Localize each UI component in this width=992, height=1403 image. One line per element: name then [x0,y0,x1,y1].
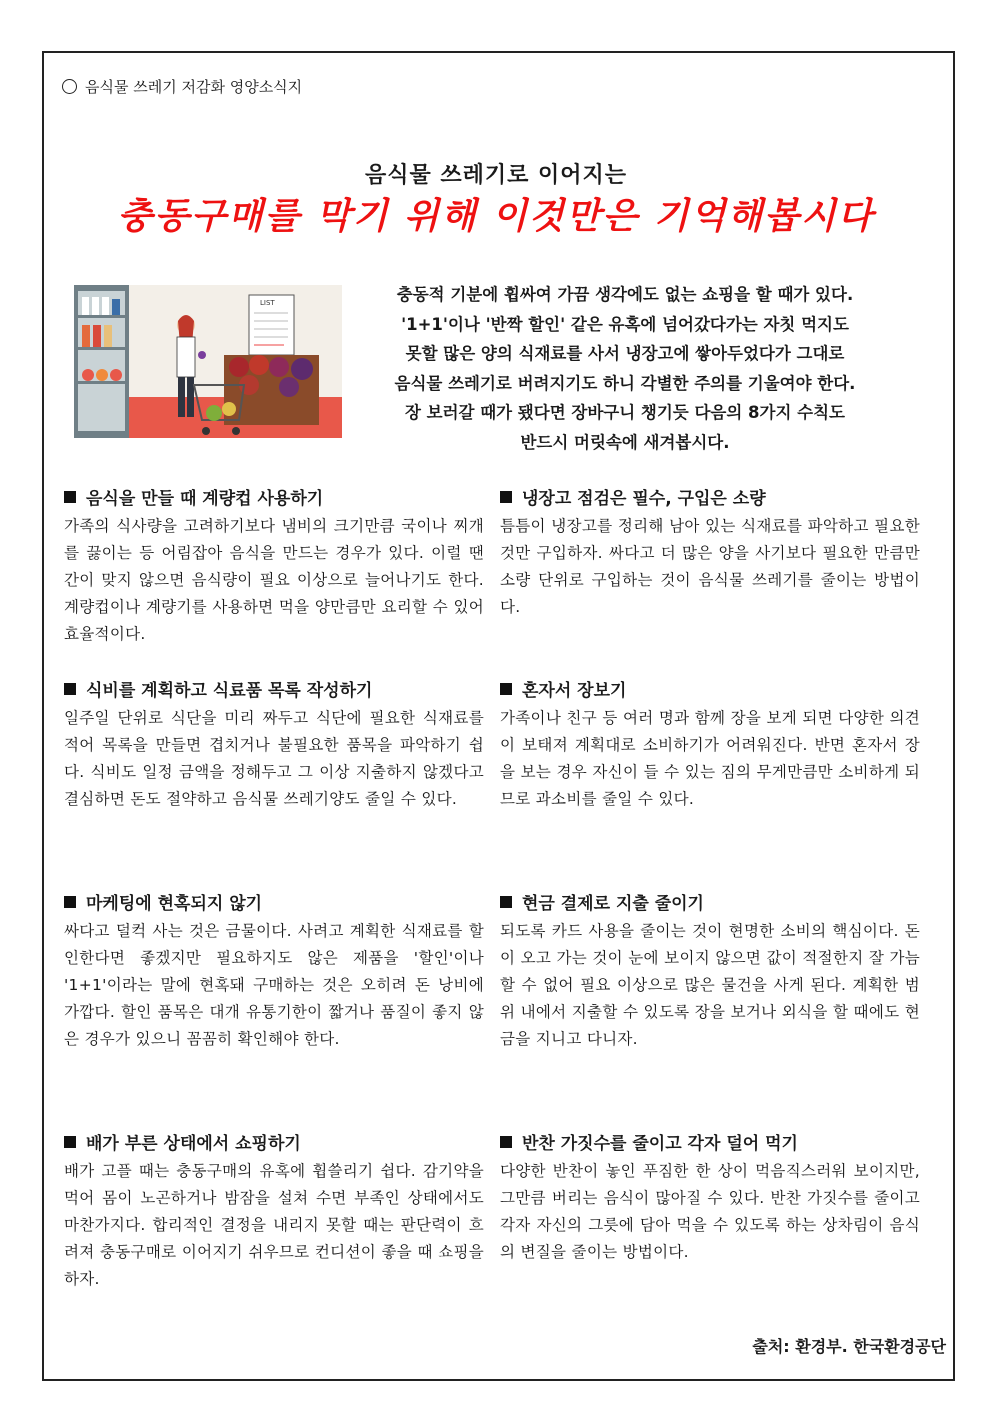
section-title: 식비를 계획하고 식료품 목록 작성하기 [86,681,373,701]
intro-line: 충동적 기분에 휩싸여 가끔 생각에도 없는 쇼핑을 할 때가 있다. [396,285,854,304]
section-measuring-cup [64,484,484,648]
section-body: 일주일 단위로 식단을 미리 짜두고 식단에 필요한 식재료를 적어 목록을 만들면 겹치거나 불필요한 품목을 파악하기 쉽다. 식비도 일정 금액을 정해두고 그 이상 지출하지 않겠다고 결심하면 돈도 절약하고 음식물 쓰레기양도 줄일 수 있다. [64,709,484,808]
source-credit: 출처: 환경부. 한국환경공단 [752,1337,946,1356]
title-line-1: 음식물 쓰레기로 이어지는 [364,163,628,188]
section-grocery-list [64,676,484,813]
shopping-illustration [74,285,342,438]
section-shop-alone [500,676,920,813]
section-side-dishes [500,1129,920,1266]
intro-line: 못할 많은 양의 식재료를 사서 냉장고에 쌓아두었다가 그대로 [405,344,845,363]
section-body: 틈틈이 냉장고를 정리해 남아 있는 식재료를 파악하고 필요한 것만 구입하자. 싸다고 더 많은 양을 사기보다 필요한 만큼만 소량 단위로 구입하는 것이 음식물 쓰레기를 줄이는 방법이다. [500,517,920,616]
section-body: 다양한 반찬이 놓인 푸짐한 한 상이 먹음직스러워 보이지만, 그만큼 버리는 음식이 많아질 수 있다. 반찬 가짓수를 줄이고 각자 자신의 그릇에 담아 먹을 수 있도록 하는 상차림이 음식의 변질을 줄이는 방법이다. [500,1162,920,1261]
square-bullet-icon [64,1136,76,1148]
section-title: 음식을 만들 때 계량컵 사용하기 [86,489,324,509]
square-bullet-icon [500,683,512,695]
square-bullet-icon [64,896,76,908]
section-title: 혼자서 장보기 [522,681,627,701]
intro-line: 음식물 쓰레기로 버려지기도 하니 각별한 주의를 기울여야 한다. [394,373,856,393]
circle-bullet-icon [62,79,77,94]
intro-line: 반드시 머릿속에 새겨봅시다. [520,432,730,452]
header-note-text: 음식물 쓰레기 저감화 영양소식지 [85,78,303,96]
section-title: 냉장고 점검은 필수, 구입은 소량 [522,489,766,509]
title-line-2: 충동구매를 막기 위해 이것만은 기억해봅시다 [117,195,875,237]
section-marketing [64,889,484,1053]
section-body: 되도록 카드 사용을 줄이는 것이 현명한 소비의 핵심이다. 돈이 오고 가는 것이 눈에 보이지 않으면 값이 적절한지 잘 가늠할 수 없어 필요 이상으로 많은 물건을 사게 된다. 계획한 범위 내에서 지출할 수 있도록 장을 보거나 외식을 할 때에도 현금을 지니고 다니자. [500,922,920,1048]
section-body: 싸다고 덜컥 사는 것은 금물이다. 사려고 계획한 식재료를 할인한다면 좋겠지만 필요하지도 않은 제품을 '할인'이나 '1+1'이라는 말에 현혹돼 구매하는 것은 오히려 돈 낭비에 가깝다. 할인 품목은 대개 유통기한이 짧거나 품질이 좋지 않은 경우가 있으니 꼼꼼히 확인해야 한다. [64,922,484,1048]
square-bullet-icon [64,683,76,695]
square-bullet-icon [500,491,512,503]
square-bullet-icon [64,491,76,503]
square-bullet-icon [500,1136,512,1148]
intro-line: '1+1'이나 '반짝 할인' 같은 유혹에 넘어갔다가는 자칫 먹지도 [401,314,849,334]
section-body: 가족이나 친구 등 여러 명과 함께 장을 보게 되면 다양한 의견이 보태져 계획대로 소비하기가 어려워진다. 반면 혼자서 장을 보는 경우 자신이 들 수 있는 짐의 무게만큼만 소비하게 되므로 과소비를 줄일 수 있다. [500,709,920,808]
section-body: 배가 고플 때는 충동구매의 유혹에 휩쓸리기 쉽다. 감기약을 먹어 몸이 노곤하거나 밤잠을 설쳐 수면 부족인 상태에서도 마찬가지다. 합리적인 결정을 내리지 못할 때는 판단력이 흐려져 충동구매로 이어지기 쉬우므로 컨디션이 좋을 때 쇼핑을 하자. [64,1162,484,1288]
intro-paragraph [346,280,904,457]
section-title: 배가 부른 상태에서 쇼핑하기 [86,1134,301,1154]
intro-line: 장 보러갈 때가 됐다면 장바구니 챙기듯 다음의 8가지 수칙도 [405,403,845,422]
section-title: 현금 결제로 지출 줄이기 [522,894,704,914]
section-fridge-check [500,484,920,621]
section-cash-payment [500,889,920,1053]
list-label: LIST [260,299,275,307]
section-full-stomach [64,1129,484,1293]
section-body: 가족의 식사량을 고려하기보다 냄비의 크기만큼 국이나 찌개를 끓이는 등 어림잡아 음식을 만드는 경우가 있다. 이럴 땐 간이 맞지 않으면 음식량이 필요 이상으로 늘어나기도 한다. 계량컵이나 계량기를 사용하면 먹을 양만큼만 요리할 수 있어 효율적이다. [64,517,484,643]
square-bullet-icon [500,896,512,908]
section-title: 마케팅에 현혹되지 않기 [86,894,263,914]
header-note [62,76,302,97]
section-title: 반찬 가짓수를 줄이고 각자 덜어 먹기 [522,1134,798,1154]
